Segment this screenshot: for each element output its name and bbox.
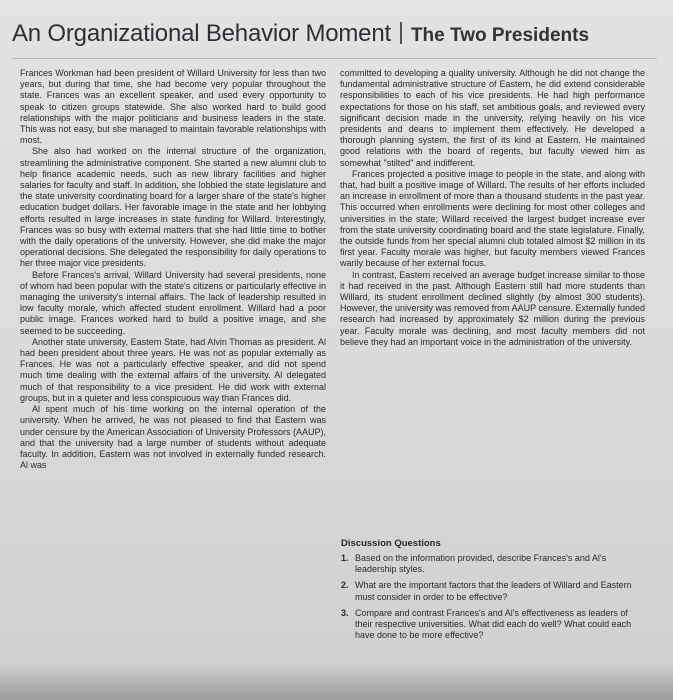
paragraph: Another state university, Eastern State, had Alvin Thomas as president. Al had been president about three years. He was not as popular externally as Frances. He was not a particularly effective speaker, and did not spend much time dealing with the external affairs of the university. Al delegated much of that responsibility to a vice president. He did work with external groups, but in a quieter and less conspicuous way than Frances did. — [20, 336, 326, 403]
question-text: Compare and contrast Frances's and Al's effectiveness as leaders of their respective universities. What did each do well? What could each have done to be more effective? — [355, 607, 632, 641]
paragraph: She also had worked on the internal structure of the organization, streamlining the administrative component. She started a new alumni club to help finance academic needs, such as new library facilities and higher salaries for faculty and staff. In addition, she lobbied the state legislature and the state university coordinating board for a larger share of the state's higher education budget dollars. Her favorable image in the state and her lobbying efforts resulted in large increases in state funding for Willard. Interestingly, Frances was so busy with external matters that she had little time to bother with the daily operations of the university. However, she did make the major operational decisions. She delegated the responsibility for daily operations to her three major vice presidents. — [20, 146, 326, 269]
header-rule — [12, 58, 657, 59]
paragraph: In contrast, Eastern received an average budget increase similar to those it had received in the past. Although Eastern still had more students than Willard, its student enrollment declined slightly (by almost 300 students). However, the university was removed from AAUP censure. Externally funded research had increased by approximately $2 million during the previous year. Faculty morale was declining, and most faculty members did not believe they had an important voice in the administration of the university. — [340, 269, 645, 347]
paragraph: Al spent much of his time working on the internal operation of the university. When he arrived, he was not pleased to find that Eastern was under censure by the American Association of University Professors (AAUP), and that the university had a large number of students without adequate faculty. In addition, Eastern was not involved in externally funded research. Al was — [20, 404, 326, 471]
case-header — [12, 20, 652, 56]
question-text: Based on the information provided, describe Frances's and Al's leadership styles. — [355, 553, 607, 575]
page-subtitle: The Two Presidents — [410, 25, 590, 46]
question-item — [341, 553, 647, 575]
question-number: 2. — [341, 580, 349, 591]
question-text: What are the important factors that the leaders of Willard and Eastern must consider in order to be effective? — [355, 580, 632, 602]
paragraph: Before Frances's arrival, Willard University had several presidents, none of whom had been popular with the state's citizens or particularly effective in managing the university's internal affairs. The lack of leadership resulted in low faculty morale, which affected student enrollment. Willard had a poor public image. Frances worked hard to build a positive image, and she seemed to be succeeding. — [20, 269, 326, 336]
discussion-questions — [341, 553, 647, 646]
left-column — [20, 68, 326, 471]
title-divider — [400, 22, 402, 44]
question-number: 3. — [341, 607, 349, 618]
page-shadow — [0, 664, 673, 700]
question-item — [341, 608, 647, 642]
right-column — [340, 68, 645, 348]
page-title: An Organizational Behavior Moment — [12, 20, 391, 47]
question-item — [341, 580, 647, 602]
paragraph: Frances Workman had been president of Willard University for less than two years, but during that time, she had become very popular throughout the state. Frances was an excellent speaker, and used every opportunity to speak to citizen groups statewide. She also worked hard to build good relationships with the major politicians and business leaders in the state. This was not easy, but she managed to maintain favorable relationships with most. — [20, 68, 326, 146]
question-number: 1. — [341, 553, 349, 563]
discussion-heading: Discussion Questions — [341, 538, 441, 549]
paragraph: committed to developing a quality university. Although he did not change the fundamental administrative structure of Eastern, he did extend considerable responsibilities to each of his vice presidents. He had high performance expectations for those on his staff, set ambitious goals, and reviewed every significant decision made in the university, relying heavily on his vice presidents and deans to implement them effectively. He developed a thorough planning system, the first of its kind at Eastern. He maintained good relations with the board of regents, but faculty viewed him as somewhat "stilted" and indifferent. — [340, 68, 645, 168]
paragraph: Frances projected a positive image to people in the state, and along with that, had built a positive image of Willard. The results of her efforts included an increase in enrollment of more than a thousand students in the past year. This occurred when enrollments were declining for most other colleges and universities in the state; Willard received the largest budget increase ever from the state university coordinating board and the state legislature. Finally, the outside funds from her special alumni club totaled almost $2 million in its first year. Faculty morale was higher, but faculty members viewed Frances warily because of her external focus. — [340, 168, 645, 269]
